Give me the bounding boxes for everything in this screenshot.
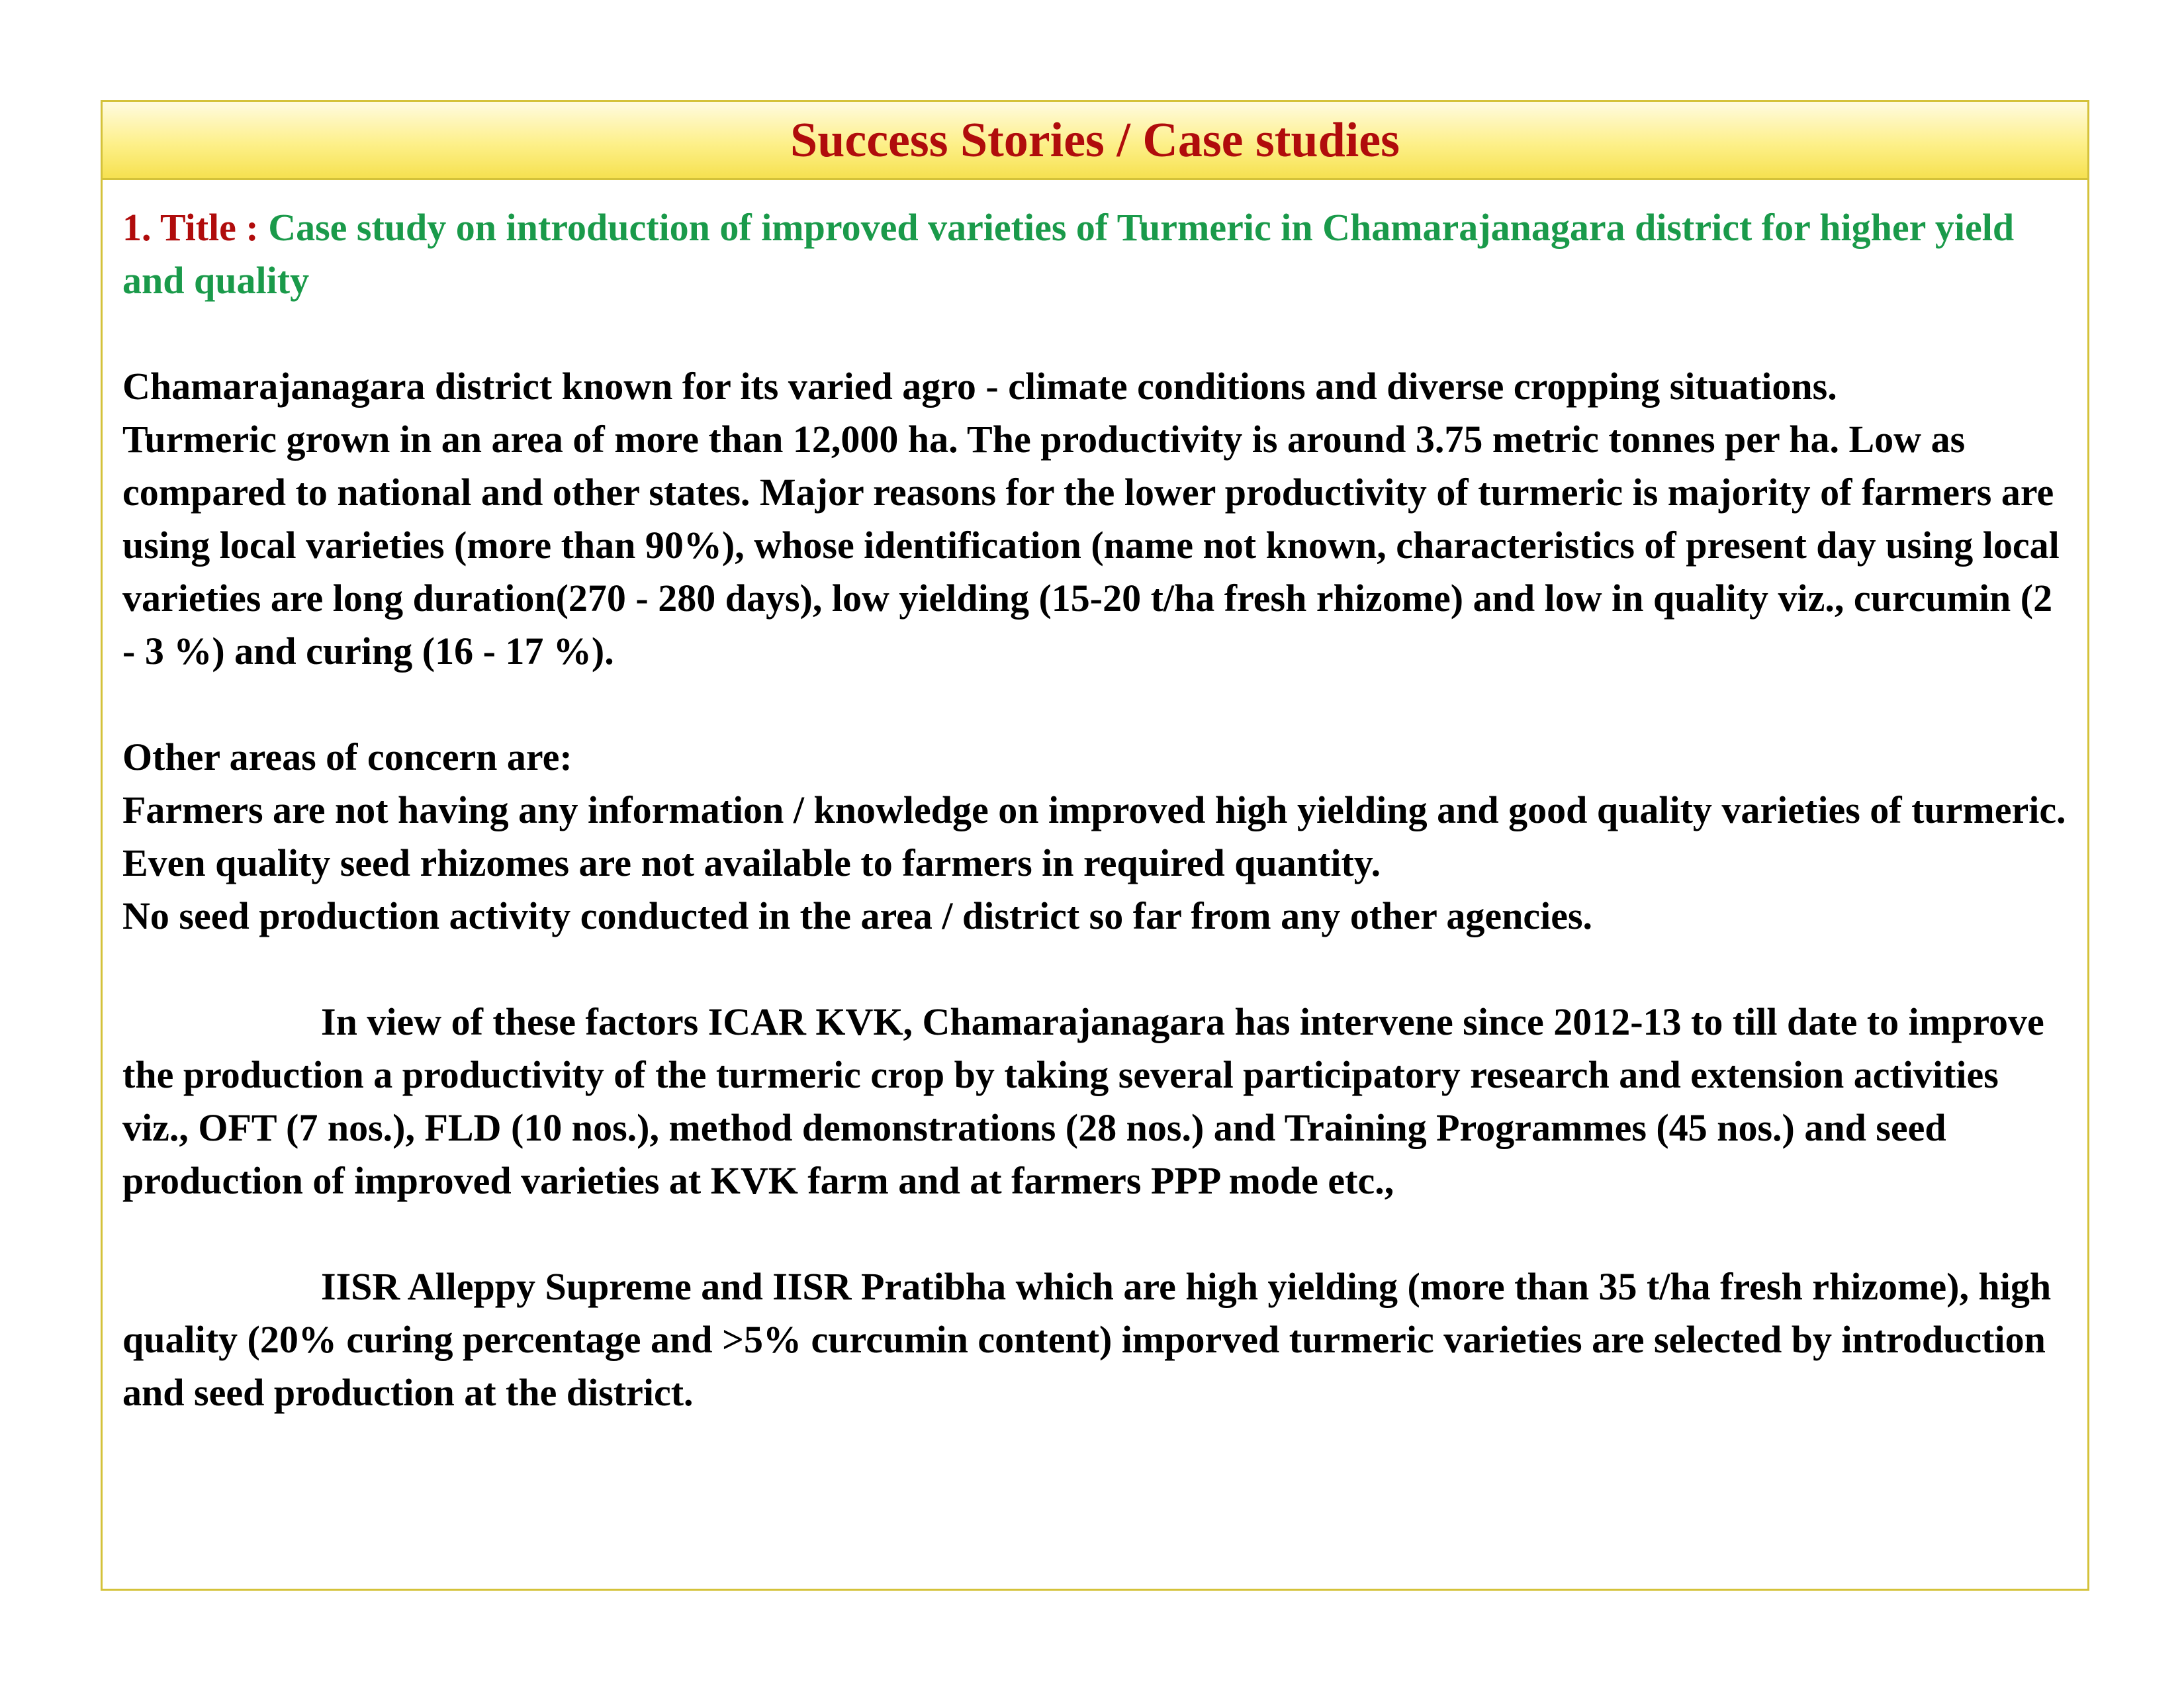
varieties-paragraph: IISR Alleppy Supreme and IISR Pratibha which are high yielding (more than 35 t/ha fresh rhizome), high quality (20% curing percentage and >5% curcumin content) imporved turmeric varieties are selected by introduction and seed production at the district.	[122, 1265, 2052, 1414]
intro-turmeric-paragraph: Turmeric grown in an area of more than 12,000 ha. The productivity is around 3.75 metric tonnes per ha. Low as compared to national and other states. Major reasons for the lower productivity of turmeric is majority of farmers are using local varieties (more than 90%), whose identification (name not known, characteristics of present day using local varieties are long duration(270 - 280 days), low yielding (15-20 t/ha fresh rhizome) and low in quality viz., curcumin (2 - 3 %) and curing (16 - 17 %).	[122, 418, 2060, 673]
header-banner	[103, 102, 2087, 180]
concern-item-seed-availability: Even quality seed rhizomes are not available to farmers in required quantity.	[122, 841, 1381, 884]
spacer	[122, 1207, 2068, 1260]
intervention-paragraph: In view of these factors ICAR KVK, Chamarajanagara has intervene since 2012-13 to till date to improve the production a productivity of the turmeric crop by taking several participatory research and extension activities viz., OFT (7 nos.), FLD (10 nos.), method demonstrations (28 nos.) and Training Programmes (45 nos.) and seed production of improved varieties at KVK farm and at farmers PPP mode etc.,	[122, 1000, 2044, 1202]
content-body	[103, 180, 2087, 1419]
case-title-text: Case study on introduction of improved varieties of Turmeric in Chamarajanagara district for higher yield and quality	[122, 206, 2015, 302]
concern-item-knowledge: Farmers are not having any information / knowledge on improved high yielding and good quality varieties of turmeric.	[122, 788, 2066, 831]
page-title: Success Stories / Case studies	[790, 113, 1400, 167]
spacer	[122, 678, 2068, 731]
spacer	[122, 307, 2068, 360]
concern-item-seed-production: No seed production activity conducted in the area / district so far from any other agencies.	[122, 894, 1593, 937]
intro-district-paragraph: Chamarajanagara district known for its varied agro - climate conditions and diverse cropping situations.	[122, 365, 1837, 408]
case-title	[122, 201, 2068, 307]
concerns-heading: Other areas of concern are:	[122, 735, 572, 778]
case-study-card	[101, 100, 2089, 1591]
spacer	[122, 943, 2068, 996]
case-title-label: 1. Title :	[122, 206, 269, 249]
